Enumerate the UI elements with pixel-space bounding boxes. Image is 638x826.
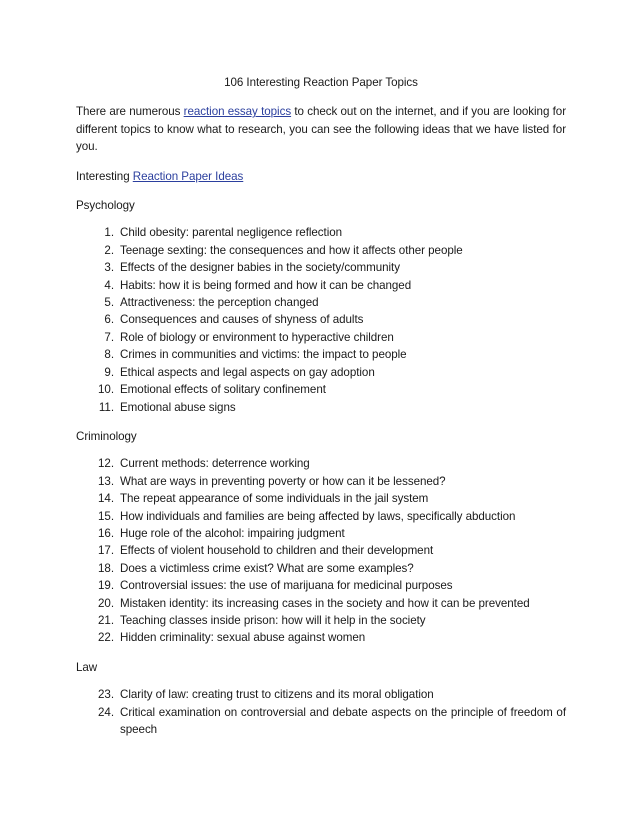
list-item — [90, 259, 566, 276]
list-item-number: 19. — [98, 579, 114, 593]
list-item-text: Role of biology or environment to hyperactive children — [120, 330, 394, 344]
list-item-number: 9. — [104, 365, 114, 379]
reaction-paper-ideas-link[interactable]: Reaction Paper Ideas — [132, 169, 244, 183]
list-item — [90, 577, 566, 594]
list-item — [90, 508, 566, 525]
list-item — [90, 224, 566, 241]
list-item-text: Clarity of law: creating trust to citizens and its moral obligation — [120, 688, 434, 702]
list-item-text: Emotional effects of solitary confinement — [120, 383, 326, 397]
list-item — [90, 629, 566, 646]
list-item — [90, 329, 566, 346]
list-item-number: 11. — [98, 400, 114, 414]
list-item-text: Crimes in communities and victims: the impact to people — [120, 348, 407, 362]
list-item — [90, 364, 566, 381]
list-item-number: 17. — [98, 544, 114, 558]
list-item-text: Child obesity: parental negligence reflection — [120, 226, 343, 240]
list-item — [90, 399, 566, 416]
list-item-number: 12. — [98, 457, 114, 471]
list-item-text: What are ways in preventing poverty or how can it be lessened? — [120, 474, 446, 488]
list-item-number: 21. — [98, 613, 114, 627]
list-item-text: Mistaken identity: its increasing cases in the society and how it can be prevented — [120, 596, 530, 610]
list-item-number: 2. — [104, 243, 114, 257]
list-item — [90, 242, 566, 259]
list-item-text: Habits: how it is being formed and how it can be changed — [120, 278, 412, 292]
list-item — [90, 542, 566, 559]
list-item-number: 6. — [104, 313, 114, 327]
list-item-text: Does a victimless crime exist? What are some examples? — [120, 561, 414, 575]
ideas-line-prefix: Interesting — [76, 169, 133, 183]
list-item-number: 4. — [104, 278, 114, 292]
page-title: 106 Interesting Reaction Paper Topics — [224, 76, 418, 89]
list-item — [90, 704, 566, 739]
section-heading-psychology: Psychology — [76, 199, 135, 213]
topic-list-law — [76, 686, 566, 738]
list-item-number: 3. — [104, 261, 114, 275]
section-heading-criminology: Criminology — [76, 429, 137, 443]
list-item-text: Hidden criminality: sexual abuse against women — [120, 631, 366, 645]
list-item-number: 13. — [98, 474, 114, 488]
list-item-number: 10. — [98, 383, 114, 397]
list-item-number: 24. — [98, 705, 114, 719]
list-item — [90, 277, 566, 294]
list-item-text: Current methods: deterrence working — [120, 457, 310, 471]
list-item-text: Huge role of the alcohol: impairing judgment — [120, 526, 345, 540]
list-item-number: 20. — [98, 596, 114, 610]
list-item — [90, 346, 566, 363]
list-item-number: 22. — [98, 631, 114, 645]
list-item-text: Emotional abuse signs — [120, 400, 236, 414]
topic-list-criminology — [76, 455, 566, 646]
list-item-text: Teaching classes inside prison: how will it help in the society — [120, 613, 426, 627]
list-item-text: Effects of the designer babies in the society/community — [120, 261, 400, 275]
section-heading-law: Law — [76, 660, 98, 674]
list-item — [90, 473, 566, 490]
list-item-text: The repeat appearance of some individuals in the jail system — [120, 492, 429, 506]
list-item — [90, 525, 566, 542]
list-item-number: 18. — [98, 561, 114, 575]
list-item — [90, 381, 566, 398]
list-item-text: Controversial issues: the use of marijuana for medicinal purposes — [120, 579, 453, 593]
list-item-text: Critical examination on controversial and debate aspects on the principle of freedom of speech — [120, 705, 566, 736]
list-item-number: 15. — [98, 509, 114, 523]
list-item-number: 16. — [98, 526, 114, 540]
list-item-text: Teenage sexting: the consequences and how it affects other people — [120, 243, 463, 257]
list-item — [90, 612, 566, 629]
list-item-number: 14. — [98, 492, 114, 506]
list-item-number: 7. — [104, 330, 114, 344]
topic-list-psychology — [76, 224, 566, 415]
list-item — [90, 595, 566, 612]
list-item-number: 1. — [104, 226, 114, 240]
list-item-text: Attractiveness: the perception changed — [120, 296, 319, 310]
list-item-number: 8. — [104, 348, 114, 362]
list-item — [90, 311, 566, 328]
list-item — [90, 560, 566, 577]
list-item — [90, 490, 566, 507]
list-item — [90, 294, 566, 311]
list-item-text: Ethical aspects and legal aspects on gay adoption — [120, 365, 375, 379]
intro-text-end: to check out on the internet, and if you are looking for different topics to know what to research, you can see the following ideas that we have listed for you. — [76, 105, 567, 154]
list-item-text: How individuals and families are being affected by laws, specifically abduction — [120, 509, 516, 523]
intro-paragraph — [76, 103, 566, 155]
list-item-number: 23. — [98, 688, 114, 702]
list-item-text: Consequences and causes of shyness of adults — [120, 313, 364, 327]
list-item-number: 5. — [104, 296, 114, 310]
topic-sections — [76, 197, 566, 738]
intro-text-start: There are numerous — [76, 105, 184, 119]
list-item-text: Effects of violent household to children and their development — [120, 544, 434, 558]
reaction-essay-topics-link[interactable]: reaction essay topics — [183, 105, 292, 119]
list-item — [90, 686, 566, 703]
ideas-line — [76, 168, 566, 185]
list-item — [90, 455, 566, 472]
